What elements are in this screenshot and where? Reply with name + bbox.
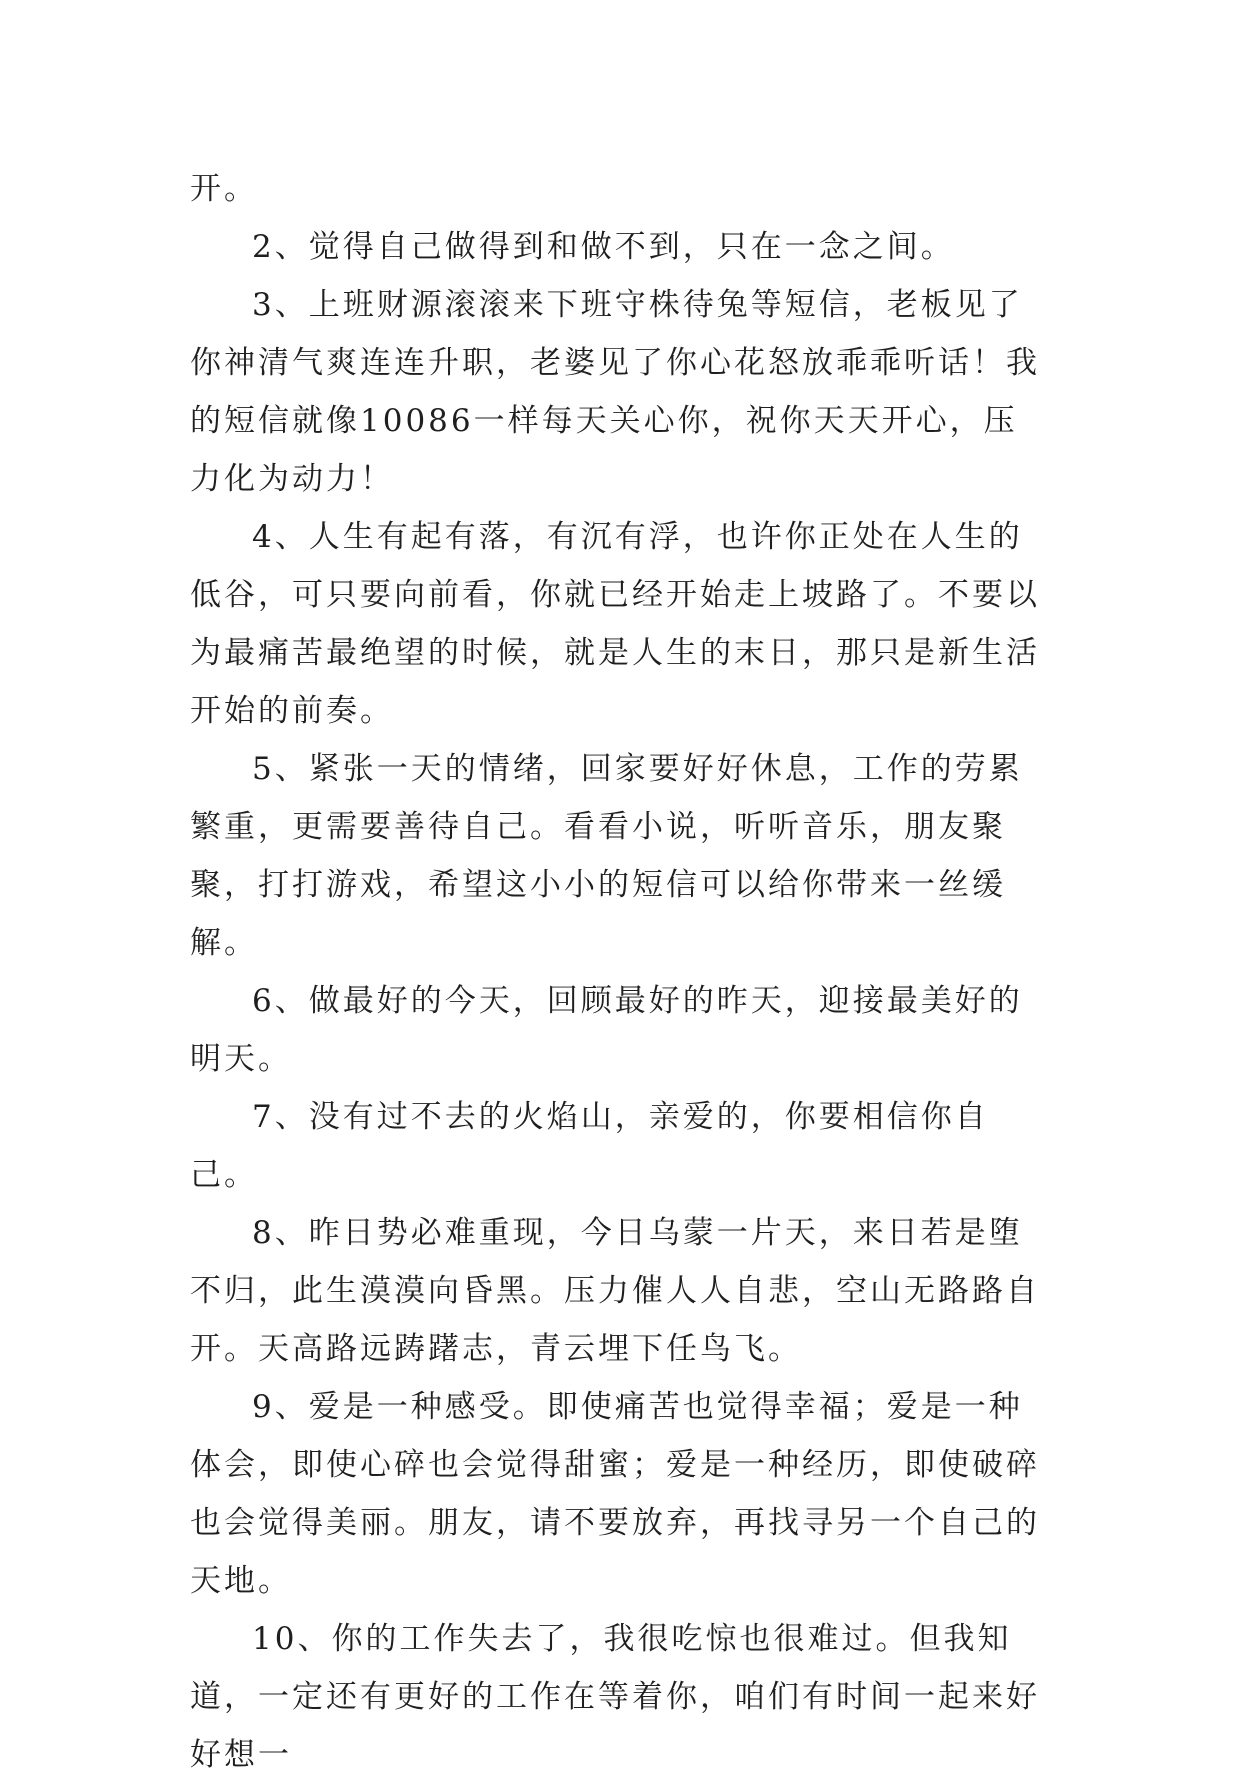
paragraph-3: 3、上班财源滚滚来下班守株待兔等短信，老板见了你神清气爽连连升职，老婆见了你心花怒放乖乖听话！我的短信就像10086一样每天关心你，祝你天天开心，压力化为动力！ [190,287,1040,497]
paragraph-continuation: 开。 [190,171,258,207]
paragraph-9: 9、爱是一种感受。即使痛苦也觉得幸福；爱是一种体会，即使心碎也会觉得甜蜜；爱是一种经历，即使破碎也会觉得美丽。朋友，请不要放弃，再找寻另一个自己的天地。 [190,1389,1040,1599]
paragraph-7: 7、没有过不去的火焰山，亲爱的，你要相信你自己。 [190,1099,989,1193]
paragraph-4: 4、人生有起有落，有沉有浮，也许你正处在人生的低谷，可只要向前看，你就已经开始走上坡路了。不要以为最痛苦最绝望的时候，就是人生的末日，那只是新生活开始的前奏。 [190,519,1040,729]
paragraph-6: 6、做最好的今天，回顾最好的昨天，迎接最美好的明天。 [190,983,1023,1077]
paragraph-10: 10、你的工作失去了，我很吃惊也很难过。但我知道，一定还有更好的工作在等着你，咱们有时间一起来好好想一 [190,1621,1040,1773]
document-body [190,160,1050,1784]
paragraph-2: 2、觉得自己做得到和做不到，只在一念之间。 [252,229,955,265]
paragraph-5: 5、紧张一天的情绪，回家要好好休息，工作的劳累繁重，更需要善待自己。看看小说，听听音乐，朋友聚聚，打打游戏，希望这小小的短信可以给你带来一丝缓解。 [190,751,1023,961]
paragraph-8: 8、昨日势必难重现，今日乌蒙一片天，来日若是堕不归，此生漠漠向昏黑。压力催人人自悲，空山无路路自开。天高路远踌躇志，青云埋下任鸟飞。 [190,1215,1040,1367]
